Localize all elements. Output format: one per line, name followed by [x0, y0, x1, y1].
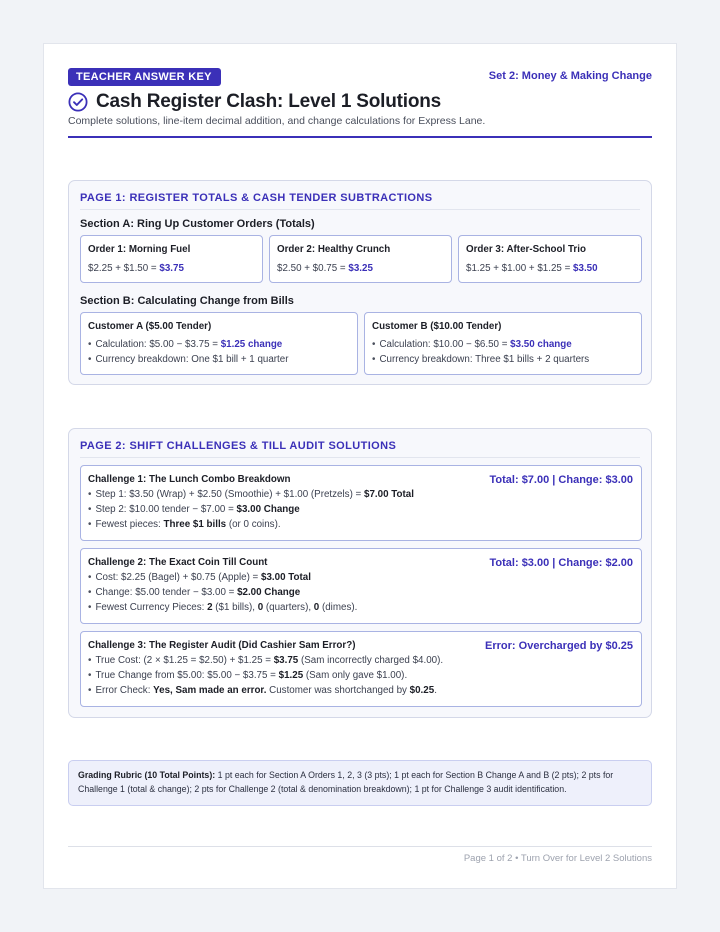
answer-key-sheet — [43, 43, 677, 889]
header-divider — [68, 136, 652, 138]
page1-divider — [80, 209, 640, 210]
challenge-summary: Error: Overcharged by $0.25 — [485, 640, 633, 652]
page-subtitle: Complete solutions, line-item decimal addition, and change calculations for Express Lane. — [68, 115, 486, 127]
order-name: Order 3: After-School Trio — [466, 244, 586, 255]
page2-panel — [68, 428, 652, 718]
order-total: $3.25 — [348, 263, 373, 274]
title-row — [68, 91, 441, 113]
page2-title: PAGE 2: SHIFT CHALLENGES & TILL AUDIT SOLUTIONS — [80, 440, 397, 452]
teacher-answer-key-badge: TEACHER ANSWER KEY — [68, 68, 221, 86]
challenge-step: • Fewest pieces: Three $1 bills (or 0 coins). — [88, 519, 281, 530]
page1-title: PAGE 1: REGISTER TOTALS & CASH TENDER SUBTRACTIONS — [80, 192, 433, 204]
order-calculation: $1.25 + $1.00 + $1.25 = $3.50 — [466, 263, 598, 274]
order-card-1 — [80, 235, 263, 283]
challenge-step: • True Change from $5.00: $5.00 − $3.75 = $1.25 (Sam only gave $1.00). — [88, 670, 407, 681]
page2-divider — [80, 457, 640, 458]
challenge-step: • Fewest Currency Pieces: 2 ($1 bills), 0 (quarters), 0 (dimes). — [88, 602, 357, 613]
order-calculation: $2.50 + $0.75 = $3.25 — [277, 263, 373, 274]
challenge-step: • Change: $5.00 tender − $3.00 = $2.00 Change — [88, 587, 300, 598]
challenge-name: Challenge 1: The Lunch Combo Breakdown — [88, 474, 291, 485]
order-card-3 — [458, 235, 642, 283]
section-a-title: Section A: Ring Up Customer Orders (Totals) — [80, 218, 315, 230]
order-calculation: $2.25 + $1.50 = $3.75 — [88, 263, 184, 274]
order-name: Order 1: Morning Fuel — [88, 244, 191, 255]
change-amount: $3.50 change — [510, 339, 572, 350]
change-amount: $1.25 change — [220, 339, 283, 350]
challenge-step: • Step 1: $3.50 (Wrap) + $2.50 (Smoothie) + $1.00 (Pretzels) = $7.00 Total — [88, 489, 414, 500]
order-total: $3.75 — [159, 263, 184, 274]
customer-name: Customer B ($10.00 Tender) — [372, 321, 502, 332]
challenge-step: • Error Check: Yes, Sam made an error. Customer was shortchanged by $0.25. — [88, 685, 437, 696]
challenge-card-3 — [80, 631, 642, 707]
customer-card-b — [364, 312, 642, 375]
challenge-name: Challenge 3: The Register Audit (Did Cashier Sam Error?) — [88, 640, 356, 651]
challenge-card-1 — [80, 465, 642, 541]
currency-breakdown: • Currency breakdown: One $1 bill + 1 quarter — [88, 354, 289, 365]
change-calculation: • Calculation: $5.00 − $3.75 = $1.25 change — [88, 339, 282, 350]
page1-panel — [68, 180, 652, 385]
order-total: $3.50 — [573, 263, 598, 274]
challenge-step: • Cost: $2.25 (Bagel) + $0.75 (Apple) = $3.00 Total — [88, 572, 311, 583]
set-label: Set 2: Money & Making Change — [488, 70, 652, 82]
grading-rubric — [68, 760, 652, 806]
check-circle-icon — [68, 92, 88, 112]
page-footer: Page 1 of 2 • Turn Over for Level 2 Solutions — [463, 853, 652, 864]
change-calculation: • Calculation: $10.00 − $6.50 = $3.50 change — [372, 339, 572, 350]
order-card-2 — [269, 235, 452, 283]
customer-card-a — [80, 312, 358, 375]
rubric-label: Grading Rubric (10 Total Points): — [78, 770, 216, 780]
challenge-card-2 — [80, 548, 642, 624]
header-top — [68, 68, 652, 86]
challenge-name: Challenge 2: The Exact Coin Till Count — [88, 557, 268, 568]
order-name: Order 2: Healthy Crunch — [277, 244, 391, 255]
currency-breakdown: • Currency breakdown: Three $1 bills + 2 quarters — [372, 354, 589, 365]
challenge-summary: Total: $7.00 | Change: $3.00 — [489, 474, 633, 486]
challenge-step: • Step 2: $10.00 tender − $7.00 = $3.00 Change — [88, 504, 300, 515]
challenge-step: • True Cost: (2 × $1.25 = $2.50) + $1.25 = $3.75 (Sam incorrectly charged $4.00). — [88, 655, 443, 666]
rubric-text: 1 pt each for Section A Orders 1, 2, 3 (3 pts); 1 pt each for Section B Change A and B (2 pts); 2 pts for Challenge 1 (total & change); 2 pts for Challenge 2 (total & denomination breakdown); 1 pt for Challenge 3 audit identification. — [78, 770, 614, 794]
footer-divider — [68, 846, 652, 847]
section-b-title: Section B: Calculating Change from Bills — [80, 295, 294, 307]
customer-name: Customer A ($5.00 Tender) — [88, 321, 212, 332]
page-title: Cash Register Clash: Level 1 Solutions — [96, 91, 442, 112]
challenge-summary: Total: $3.00 | Change: $2.00 — [489, 557, 633, 569]
